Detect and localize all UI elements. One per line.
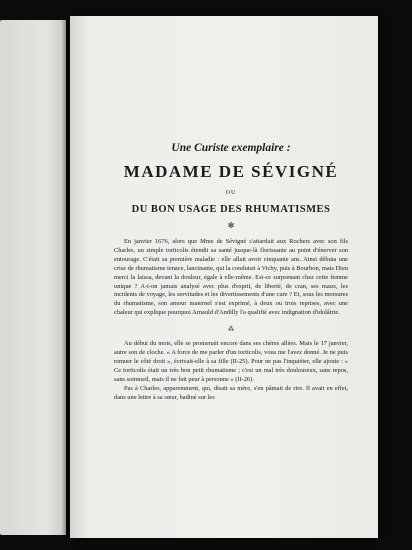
kicker-heading: Une Curiste exemplaire : [171, 142, 291, 154]
left-page [0, 20, 66, 535]
page-title: MADAME DE SÉVIGNÉ [123, 162, 339, 181]
page-subtitle: DU BON USAGE DES RHUMATISMES [131, 204, 331, 215]
asterism-separator-icon: ⁂ [228, 327, 234, 334]
right-page [70, 16, 378, 538]
asterisk-ornament-icon: ✻ [227, 221, 235, 230]
body-paragraph: En janvier 1676, alors que Mme de Sévigné s'attardait aux Rochers avec son fils Charles, un simple torticolis étendit sa santé jusque-là florissante au point d'énerver son entourage. C'était sa première maladie : elle allait avoir cinquante ans. Ainsi débuta une crise de rhumatisme tenace, lancinante, qui la conduisit à Vichy, puis à Bourbon, mais Dieu merci la laissa, devant la douleur, égale à elle-même. Est-ce surprenant chez cette femme unique ? A-t-on jamais analysé avec plus d'esprit, de liberté, de cran, ses maux, les incidents de voyage, les servitudes et les divertissements d'une cure ? Et, sous les morsures du rhumatisme, son amour maternel s'est exprimé, à deux ou trois reprises, avec une chaleur qui explique pourquoi Arnauld d'Andilly l'a qualifié avec indignation d'idolâtrie. [114, 238, 348, 317]
body-paragraph: Au début du mois, elle se promenait encore dans ses chères allées. Mais le 17 janvier, autre son de cloche. « A force de me parler d'un torticolis, vous me l'avez donné. Je ne puis remuer le côté droit », écrivait-elle à sa fille (II-25). Pour ne pas l'inquiéter, elle ajoute : « Ce torticolis était un très bon petit rhumatisme ; c'est un mal très douloureux, sans repos, sans sommeil, mais il ne fait peur à personne » (II-26). [114, 340, 348, 383]
body-paragraph: Pas à Charles, apparemment, qui, disait sa mère, s'en pâmait de rire. Il avait en effet, dans une lettre à sa sœur, badiné sur les [114, 384, 348, 401]
title-connector: OU [225, 190, 237, 196]
page-content [114, 142, 348, 403]
